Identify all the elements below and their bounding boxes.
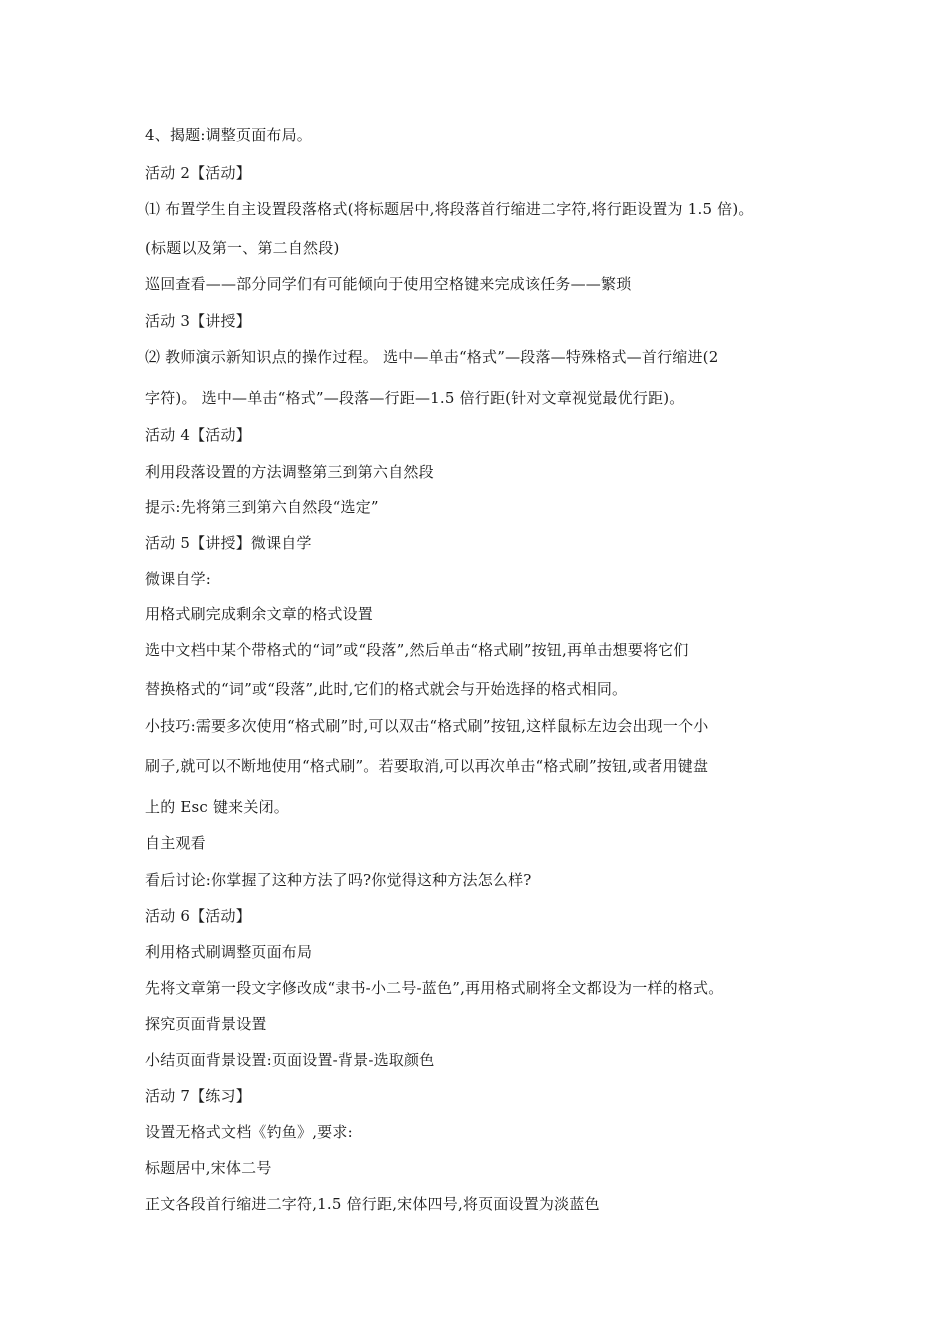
- text-line: 活动 4【活动】: [145, 426, 251, 444]
- text-line: 上的 Esc 键来关闭。: [145, 798, 289, 816]
- text-line: 活动 5【讲授】微课自学: [145, 534, 312, 552]
- text-line: 设置无格式文档《钓鱼》,要求:: [145, 1123, 353, 1141]
- text-line: 先将文章第一段文字修改成“隶书-小二号-蓝色”,再用格式刷将全文都设为一样的格式。: [145, 979, 724, 997]
- text-line: 小技巧:需要多次使用“格式刷”时,可以双击“格式刷”按钮,这样鼠标左边会出现一个小: [145, 717, 709, 735]
- text-line: 利用段落设置的方法调整第三到第六自然段: [145, 463, 434, 481]
- text-line: 自主观看: [145, 834, 206, 852]
- text-line: 活动 7【练习】: [145, 1087, 251, 1105]
- text-line: ⑴ 布置学生自主设置段落格式(将标题居中,将段落首行缩进二字符,将行距设置为 1.5 倍)。: [145, 200, 754, 218]
- text-line: 正文各段首行缩进二字符,1.5 倍行距,宋体四号,将页面设置为淡蓝色: [145, 1195, 600, 1213]
- text-line: 用格式刷完成剩余文章的格式设置: [145, 605, 374, 623]
- text-line: 看后讨论:你掌握了这种方法了吗?你觉得这种方法怎么样?: [145, 871, 532, 889]
- text-line: 小结页面背景设置:页面设置-背景-选取颜色: [145, 1051, 435, 1069]
- text-line: 字符)。 选中—单击“格式”—段落—行距—1.5 倍行距(针对文章视觉最优行距)。: [145, 389, 685, 407]
- text-line: 4、揭题:调整页面布局。: [145, 126, 312, 144]
- text-line: 提示:先将第三到第六自然段“选定”: [145, 498, 379, 516]
- text-line: 选中文档中某个带格式的“词”或“段落”,然后单击“格式刷”按钮,再单击想要将它们: [145, 641, 689, 659]
- text-line: 利用格式刷调整页面布局: [145, 943, 313, 961]
- text-line: (标题以及第一、第二自然段): [145, 239, 340, 257]
- text-line: 刷子,就可以不断地使用“格式刷”。若要取消,可以再次单击“格式刷”按钮,或者用键盘: [145, 757, 709, 775]
- text-line: 替换格式的“词”或“段落”,此时,它们的格式就会与开始选择的格式相同。: [145, 680, 628, 698]
- text-line: 探究页面背景设置: [145, 1015, 267, 1033]
- text-line: ⑵ 教师演示新知识点的操作过程。 选中—单击“格式”—段落—特殊格式—首行缩进(2: [145, 348, 719, 366]
- text-line: 标题居中,宋体二号: [145, 1159, 272, 1177]
- text-line: 活动 3【讲授】: [145, 312, 251, 330]
- text-line: 活动 6【活动】: [145, 907, 251, 925]
- text-line: 活动 2【活动】: [145, 164, 251, 182]
- text-line: 巡回查看——部分同学们有可能倾向于使用空格键来完成该任务——繁琐: [145, 275, 632, 293]
- text-line: 微课自学:: [145, 570, 212, 588]
